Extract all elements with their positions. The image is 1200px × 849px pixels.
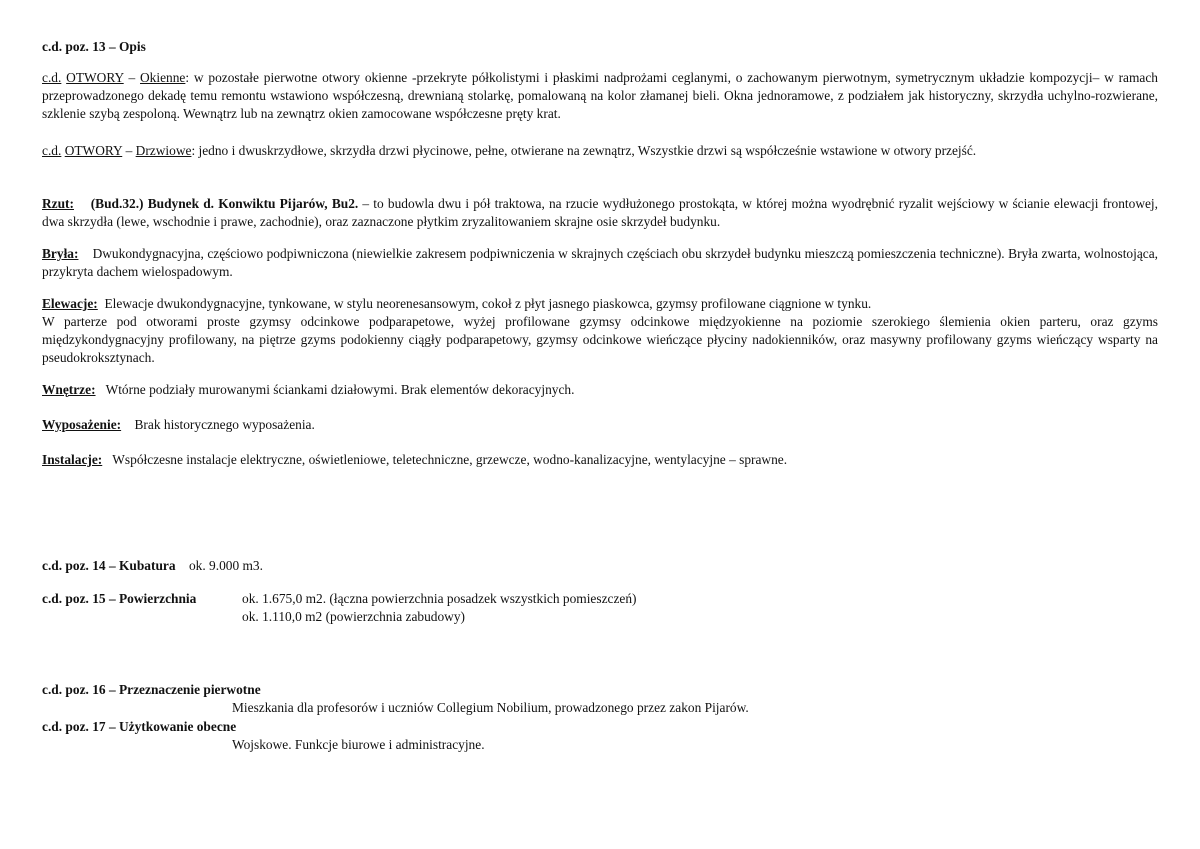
okienne-text: : w pozostałe pierwotne otwory okienne -przekryte półkolistymi i płaskimi nadprożami ceglanymi, o zachowanym pierwotnym, symetrycznym układzie kompozycji– w ramach przeprowadzonego dekadę temu remontu wstawiono współczesną, drewnianą stolarkę, pomalowaną na kolor złamanej bieli. Okna jednoramowe, z podziałem jak historyczny, skrzydła uchylno-rozwierane, szklenie szybą zespoloną. Wewnątrz lub na zewnątrz okien zamocowane współczesne pręty krat.: [42, 70, 1158, 121]
paragraph-instalacje: [42, 451, 1158, 469]
poz14-row: [42, 557, 263, 575]
poz14-label: c.d. poz. 14 – Kubatura: [42, 558, 176, 573]
drzwiowe-label: Drzwiowe: [135, 143, 192, 158]
poz17-text: Wojskowe. Funkcje biurowe i administracyjne.: [232, 737, 485, 752]
okienne-label: Okienne: [140, 70, 186, 85]
paragraph-otwory-drzwiowe: [42, 142, 1158, 160]
otwory-dash: –: [128, 70, 136, 85]
rzut-text: – to budowla dwu i pół traktowa, na rzucie wydłużonego prostokąta, w której można wyodrębnić ryzalit wejściowy w ścianie elewacji frontowej, dwa skrzydła (lewe, wschodnie i prawe, zachodnie), oraz zaznaczone płytkim zryzalitowaniem skrajne osie skrzydeł budynku.: [42, 196, 1159, 229]
otwory-label: OTWORY: [66, 70, 124, 85]
otwory-prefix: c.d.: [42, 70, 62, 85]
elewacje-line-1: [42, 295, 1158, 313]
bryla-text: Dwukondygnacyjna, częściowo podpiwniczona (niewielkie zakresem podpiwniczenia w skrajnych częściach obu skrzydeł budynku mieszczą pomieszczenia techniczne). Bryła zwarta, wolnostojąca, przykryta dachem wielospadowym.: [42, 246, 1159, 279]
section-heading-13: c.d. poz. 13 – Opis: [42, 39, 146, 54]
poz14-value: ok. 9.000 m3.: [188, 558, 263, 573]
drzwiowe-text: : jedno i dwuskrzydłowe, skrzydła drzwi płycinowe, pełne, otwierane na zewnątrz, Wszystkie drzwi są współcześnie wstawione w otwory przejść.: [191, 143, 977, 158]
wyposazenie-text: Brak historycznego wyposażenia.: [134, 417, 315, 432]
instalacje-label: Instalacje:: [42, 452, 103, 467]
wnetrze-label: Wnętrze:: [42, 382, 96, 397]
poz16-label: c.d. poz. 16 – Przeznaczenie pierwotne: [42, 682, 261, 697]
poz15-value-1: ok. 1.675,0 m2. (łączna powierzchnia posadzek wszystkich pomieszczeń): [242, 591, 637, 606]
paragraph-otwory-okienne: [42, 69, 1158, 123]
poz16-text: Mieszkania dla profesorów i uczniów Collegium Nobilium, prowadzonego przez zakon Pijarów.: [232, 700, 749, 715]
rzut-building-name: (Bud.32.) Budynek d. Konwiktu Pijarów, Bu2.: [90, 196, 359, 211]
elewacje-text-1: Elewacje dwukondygnacyjne, tynkowane, w stylu neorenesansowym, cokoł z płyt jasnego piaskowca, gzymsy profilowane ciągnione w tynku.: [104, 296, 872, 311]
elewacje-text-2: W parterze pod otworami proste gzymsy odcinkowe podparapetowe, wyżej profilowane gzymsy odcinkowe międzyokienne na poziomie szerokiego ślemienia okien parteru, oraz gzyms międzykondygnacyjny profilowany, na piętrze gzyms podokienny ciągły podparapetowy, gzymsy odcinkowe wieńczące płyciny nadokienników, oraz masywny profilowany gzyms wieńczący wsparty na pseudokroksztynach.: [42, 314, 1158, 365]
rzut-label: Rzut:: [42, 196, 74, 211]
paragraph-bryla: [42, 245, 1158, 281]
otwory-label: OTWORY: [64, 143, 123, 158]
wnetrze-text: Wtórne podziały murowanymi ściankami działowymi. Brak elementów dekoracyjnych.: [105, 382, 575, 397]
otwory-prefix: c.d.: [42, 143, 62, 158]
instalacje-text: Współczesne instalacje elektryczne, oświetleniowe, teletechniczne, grzewcze, wodno-kanalizacyjne, wentylacyjne – sprawne.: [112, 452, 788, 467]
poz15-value-2: ok. 1.110,0 m2 (powierzchnia zabudowy): [242, 609, 465, 624]
otwory-dash: –: [125, 143, 133, 158]
bryla-label: Bryła:: [42, 246, 79, 261]
paragraph-wyposazenie: [42, 416, 1158, 434]
paragraph-elewacje: [42, 295, 1158, 367]
wyposazenie-label: Wyposażenie:: [42, 417, 122, 432]
poz15-label: c.d. poz. 15 – Powierzchnia: [42, 591, 197, 606]
paragraph-rzut: [42, 195, 1158, 231]
paragraph-wnetrze: [42, 381, 1158, 399]
elewacje-label: Elewacje:: [42, 296, 98, 311]
poz17-label: c.d. poz. 17 – Użytkowanie obecne: [42, 719, 237, 734]
